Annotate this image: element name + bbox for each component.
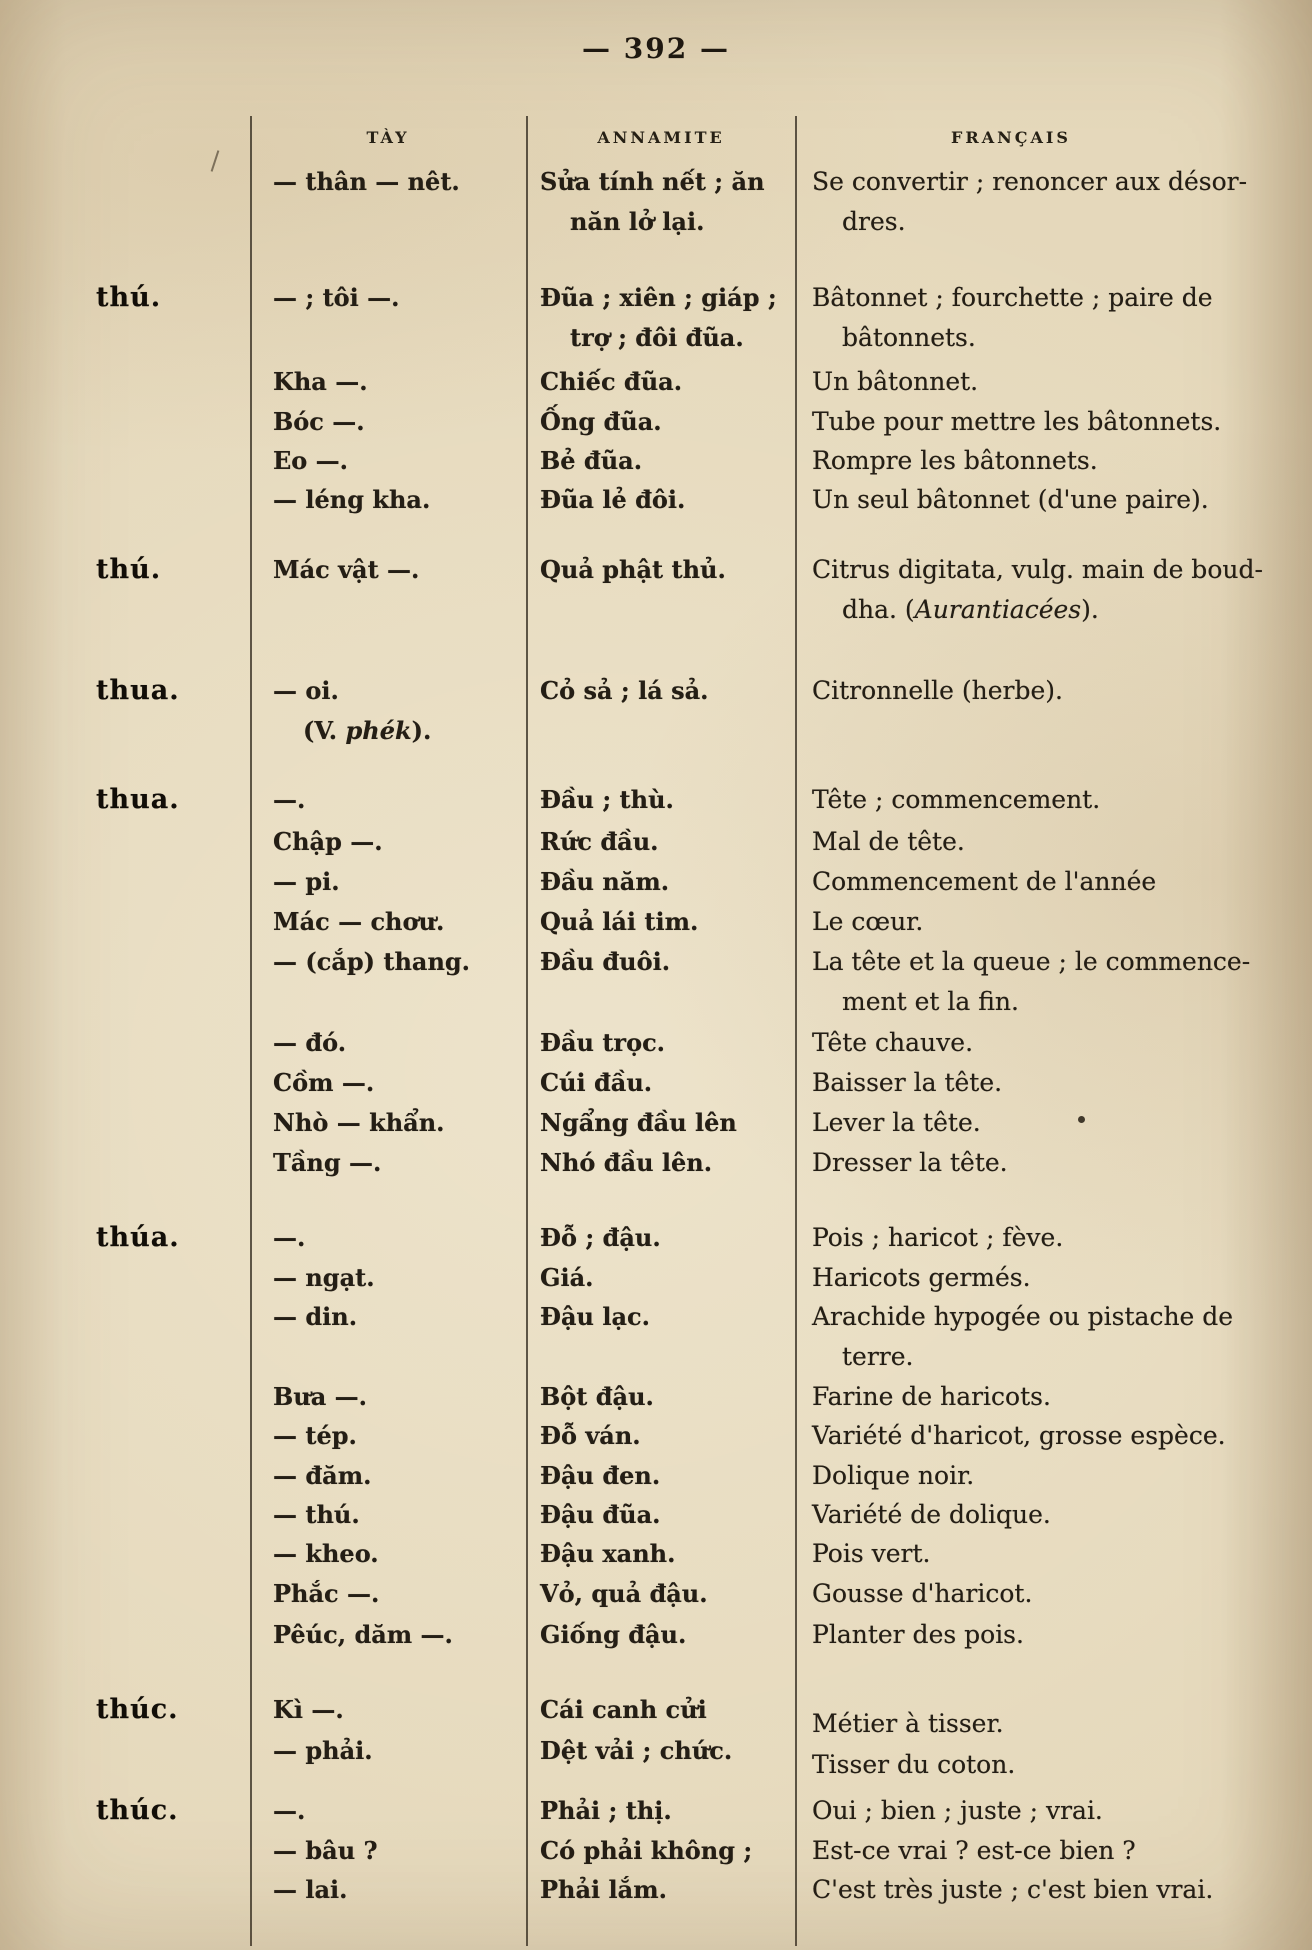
annamite-cell-line: Cỏ sả ; lá sả.: [540, 676, 709, 705]
tay-cell: [273, 278, 400, 318]
annamite-cell-line: Giống đậu.: [540, 1620, 687, 1649]
annamite-cell: [540, 671, 709, 711]
annamite-cell-line: Sửa tính nết ; ăn: [540, 167, 765, 196]
annamite-cell-line: Đũa lẻ đôi.: [540, 485, 686, 514]
annamite-cell-line: Có phải không ;: [540, 1836, 753, 1865]
francais-cell: [812, 441, 1098, 481]
tay-cell-line: —.: [273, 785, 306, 814]
francais-cell: [812, 862, 1156, 902]
tay-cell: [273, 1456, 371, 1496]
francais-cell-line: Arachide hypogée ou pistache de: [812, 1302, 1234, 1331]
francais-cell-line: La tête et la queue ; le commence-: [812, 947, 1251, 976]
tay-cell: [273, 1495, 360, 1535]
annamite-cell-line: Giá.: [540, 1263, 594, 1292]
francais-cell-line: Citrus digitata, vulg. main de boud-: [812, 555, 1263, 584]
column-header-annamite: ANNAMITE: [597, 128, 725, 147]
francais-cell: [812, 402, 1221, 442]
francais-cell-line: Dresser la tête.: [812, 1148, 1008, 1177]
tay-cell-line: —.: [273, 1796, 306, 1825]
annamite-cell: [540, 362, 682, 402]
francais-cell-line: Mal de tête.: [812, 827, 965, 856]
francais-cell: [812, 1297, 1233, 1377]
tay-cell-line: Kì —.: [273, 1695, 344, 1724]
francais-cell: [812, 780, 1100, 820]
francais-cell: [812, 1023, 973, 1063]
tay-cell-line: Cồm —.: [273, 1068, 375, 1097]
tay-cell: [273, 1103, 445, 1143]
francais-cell: [812, 942, 1250, 1022]
tay-cell-line: (V. phék).: [303, 716, 432, 745]
tay-cell-line: — kheo.: [273, 1539, 379, 1568]
headword: thúc.: [96, 1694, 179, 1725]
francais-cell: [812, 1791, 1103, 1831]
annamite-cell: [540, 162, 765, 242]
annamite-cell: [540, 480, 685, 520]
francais-cell-line: Un bâtonnet.: [812, 367, 979, 396]
tay-cell-line: Tầng —.: [273, 1148, 382, 1177]
tay-cell: [273, 942, 470, 982]
francais-cell: [812, 1416, 1226, 1456]
annamite-cell-line: trợ ; đôi đũa.: [570, 323, 744, 352]
francais-cell-line: Planter des pois.: [812, 1620, 1024, 1649]
francais-cell: [812, 1218, 1063, 1258]
francais-cell-line: Rompre les bâtonnets.: [812, 446, 1098, 475]
francais-cell: [812, 1831, 1136, 1871]
tay-cell-line: Kha —.: [273, 367, 368, 396]
annamite-cell: [540, 1143, 712, 1183]
annamite-cell: [540, 1416, 641, 1456]
tay-cell: [273, 550, 419, 590]
tay-cell-line: — thân — nêt.: [273, 167, 460, 196]
annamite-cell-line: Nhó đầu lên.: [540, 1148, 713, 1177]
tay-cell: [273, 1831, 378, 1871]
headword: thua.: [96, 675, 180, 706]
francais-cell-line: Baisser la tête.: [812, 1068, 1003, 1097]
francais-cell-line: Citronnelle (herbe).: [812, 676, 1064, 705]
annamite-cell-line: Đỗ ; đậu.: [540, 1223, 661, 1252]
francais-cell: [812, 1456, 974, 1496]
tay-cell: [273, 1063, 374, 1103]
tay-cell: [273, 1791, 305, 1831]
francais-cell: [812, 1870, 1213, 1910]
tay-cell-line: — léng kha.: [273, 485, 431, 514]
tay-cell-line: — lai.: [273, 1875, 348, 1904]
francais-cell-line: Tisser du coton.: [812, 1750, 1016, 1779]
francais-cell-line: Tête ; commencement.: [812, 785, 1101, 814]
annamite-cell: [540, 1218, 661, 1258]
annamite-cell-line: Đậu đũa.: [540, 1500, 661, 1529]
annamite-cell-line: năn lở lại.: [570, 207, 705, 236]
annamite-cell-line: Đậu xanh.: [540, 1539, 676, 1568]
francais-cell-line: Commencement de l'année: [812, 867, 1157, 896]
tay-cell: [273, 1377, 367, 1417]
tay-cell-line: Pêúc, dăm —.: [273, 1620, 453, 1649]
column-header-francais: FRANÇAIS: [951, 128, 1071, 147]
annamite-cell-line: Rức đầu.: [540, 827, 659, 856]
annamite-cell: [540, 1831, 752, 1871]
ink-spot: [1078, 1116, 1085, 1123]
headword: thú.: [96, 282, 162, 313]
francais-cell-line: Farine de haricots.: [812, 1382, 1051, 1411]
annamite-cell-line: Đậu lạc.: [540, 1302, 650, 1331]
annamite-cell: [540, 1690, 707, 1730]
annamite-cell-line: Phải lắm.: [540, 1875, 667, 1904]
tay-cell-line: — tép.: [273, 1421, 357, 1450]
francais-cell: [812, 1495, 1051, 1535]
tay-cell: [273, 480, 430, 520]
francais-cell: [812, 1745, 1015, 1785]
annamite-cell: [540, 902, 698, 942]
headword: thúc.: [96, 1795, 179, 1826]
francais-cell-line: Haricots germés.: [812, 1263, 1031, 1292]
annamite-cell: [540, 1495, 660, 1535]
annamite-cell-line: Cúi đầu.: [540, 1068, 653, 1097]
annamite-cell-line: Đậu đen.: [540, 1461, 661, 1490]
tay-cell-line: Mác vật —.: [273, 555, 420, 584]
francais-cell: [812, 278, 1213, 358]
tay-cell-line: — ngạt.: [273, 1263, 375, 1292]
annamite-cell-line: Đầu năm.: [540, 867, 670, 896]
annamite-cell: [540, 1063, 652, 1103]
headword: thú.: [96, 554, 162, 585]
tay-cell: [273, 780, 305, 820]
francais-cell-line: Variété d'haricot, grosse espèce.: [812, 1421, 1226, 1450]
tay-cell: [273, 862, 340, 902]
annamite-cell: [540, 822, 659, 862]
annamite-cell: [540, 402, 662, 442]
francais-cell-line: Lever la tête.: [812, 1108, 981, 1137]
francais-cell-line: Pois ; haricot ; fève.: [812, 1223, 1064, 1252]
francais-cell: [812, 362, 978, 402]
column-rule-left: [250, 116, 252, 1946]
annamite-cell: [540, 550, 726, 590]
annamite-cell: [540, 1574, 708, 1614]
column-rule-right: [795, 116, 797, 1946]
annamite-cell-line: Ống đũa.: [540, 407, 662, 436]
annamite-cell: [540, 441, 642, 481]
tay-cell: [273, 162, 460, 202]
francais-cell: [812, 671, 1063, 711]
annamite-cell-line: Bẻ đũa.: [540, 446, 643, 475]
tay-cell-line: Eo —.: [273, 446, 349, 475]
francais-cell-line: Bâtonnet ; fourchette ; paire de: [812, 283, 1213, 312]
annamite-cell: [540, 1103, 737, 1143]
annamite-cell: [540, 1534, 675, 1574]
francais-cell: [812, 1704, 1004, 1744]
tay-cell-line: — pi.: [273, 867, 340, 896]
tay-cell-line: — đăm.: [273, 1461, 372, 1490]
francais-cell-line: Métier à tisser.: [812, 1709, 1004, 1738]
tay-cell-line: Bưa —.: [273, 1382, 367, 1411]
tay-cell: [273, 1297, 357, 1337]
francais-cell-line: Dolique noir.: [812, 1461, 975, 1490]
tay-cell: [273, 1023, 346, 1063]
tay-cell-line: —.: [273, 1223, 306, 1252]
francais-cell-line: terre.: [842, 1342, 914, 1371]
tay-cell: [273, 671, 431, 751]
tay-cell-line: — đó.: [273, 1028, 347, 1057]
annamite-cell-line: Dệt vải ; chức.: [540, 1736, 733, 1765]
tay-cell: [273, 1574, 379, 1614]
annamite-cell: [540, 1023, 665, 1063]
francais-cell: [812, 1574, 1032, 1614]
francais-cell-line: Tête chauve.: [812, 1028, 974, 1057]
francais-cell-line: bâtonnets.: [842, 323, 976, 352]
francais-cell-line: Oui ; bien ; juste ; vrai.: [812, 1796, 1103, 1825]
francais-cell: [812, 480, 1209, 520]
annamite-cell: [540, 780, 674, 820]
tay-cell-line: — oi.: [273, 676, 339, 705]
tay-cell-line: Nhò — khẩn.: [273, 1108, 445, 1137]
tay-cell: [273, 1870, 348, 1910]
tay-cell: [273, 1143, 381, 1183]
francais-cell-line: Pois vert.: [812, 1539, 931, 1568]
francais-cell: [812, 902, 923, 942]
annamite-cell: [540, 1870, 667, 1910]
tay-cell-line: — din.: [273, 1302, 358, 1331]
francais-cell-line: dha. (Aurantiacées).: [842, 595, 1099, 624]
tay-cell-line: Bóc —.: [273, 407, 365, 436]
francais-cell: [812, 1377, 1051, 1417]
francais-cell-line: ment et la fin.: [842, 987, 1019, 1016]
tay-cell-line: Phắc —.: [273, 1579, 380, 1608]
annamite-cell-line: Đầu ; thù.: [540, 785, 674, 814]
annamite-cell-line: Cái canh cửi: [540, 1695, 707, 1724]
annamite-cell-line: Ngẩng đầu lên: [540, 1108, 737, 1137]
francais-cell: [812, 162, 1247, 242]
headword: thúa.: [96, 1222, 180, 1253]
francais-cell: [812, 1258, 1031, 1298]
annamite-cell-line: Quả phật thủ.: [540, 555, 726, 584]
headword: thua.: [96, 784, 180, 815]
annamite-cell-line: Chiếc đũa.: [540, 367, 683, 396]
annamite-cell-line: Bột đậu.: [540, 1382, 654, 1411]
annamite-cell: [540, 1377, 654, 1417]
francais-cell: [812, 1143, 1008, 1183]
scan-artifact: [211, 150, 220, 172]
francais-cell: [812, 1063, 1002, 1103]
annamite-cell: [540, 1615, 686, 1655]
annamite-cell-line: Quả lái tim.: [540, 907, 699, 936]
tay-cell: [273, 1615, 453, 1655]
column-header-tay: TÀY: [366, 128, 410, 147]
tay-cell: [273, 1218, 305, 1258]
annamite-cell: [540, 278, 777, 358]
francais-cell-line: Se convertir ; renoncer aux désor-: [812, 167, 1248, 196]
tay-cell-line: — thú.: [273, 1500, 360, 1529]
tay-cell: [273, 1690, 344, 1730]
tay-cell-line: Chập —.: [273, 827, 383, 856]
annamite-cell: [540, 942, 670, 982]
annamite-cell-line: Phải ; thị.: [540, 1796, 672, 1825]
francais-cell-line: Variété de dolique.: [812, 1500, 1051, 1529]
tay-cell: [273, 1534, 379, 1574]
francais-cell: [812, 822, 965, 862]
annamite-cell-line: Đũa ; xiên ; giáp ;: [540, 283, 777, 312]
annamite-cell: [540, 1731, 732, 1771]
annamite-cell: [540, 1297, 650, 1337]
annamite-cell-line: Đầu trọc.: [540, 1028, 666, 1057]
annamite-cell-line: Vỏ, quả đậu.: [540, 1579, 708, 1608]
tay-cell-line: — (cắp) thang.: [273, 947, 471, 976]
francais-cell-line: dres.: [842, 207, 906, 236]
annamite-cell: [540, 1456, 660, 1496]
francais-cell-line: Le cœur.: [812, 907, 924, 936]
francais-cell: [812, 1615, 1024, 1655]
page-number: — 392 —: [582, 32, 730, 65]
francais-cell: [812, 1534, 931, 1574]
francais-cell-line: Un seul bâtonnet (d'une paire).: [812, 485, 1209, 514]
tay-cell: [273, 362, 368, 402]
tay-cell: [273, 441, 348, 481]
annamite-cell-line: Đầu đuôi.: [540, 947, 671, 976]
annamite-cell: [540, 1258, 594, 1298]
tay-cell: [273, 402, 365, 442]
francais-cell: [812, 1103, 981, 1143]
column-rule-middle: [526, 116, 528, 1946]
tay-cell: [273, 1731, 373, 1771]
annamite-cell: [540, 1791, 672, 1831]
annamite-cell: [540, 862, 669, 902]
tay-cell: [273, 1258, 375, 1298]
francais-cell: [812, 550, 1263, 630]
francais-cell-line: C'est très juste ; c'est bien vrai.: [812, 1875, 1214, 1904]
francais-cell-line: Gousse d'haricot.: [812, 1579, 1033, 1608]
tay-cell-line: — ; tôi —.: [273, 283, 400, 312]
tay-cell: [273, 902, 444, 942]
tay-cell: [273, 822, 383, 862]
francais-cell-line: Est-ce vrai ? est-ce bien ?: [812, 1836, 1136, 1865]
tay-cell-line: Mác — chơư.: [273, 907, 445, 936]
annamite-cell-line: Đỗ ván.: [540, 1421, 641, 1450]
tay-cell-line: — phải.: [273, 1736, 373, 1765]
tay-cell: [273, 1416, 357, 1456]
tay-cell-line: — bâu ?: [273, 1836, 378, 1865]
francais-cell-line: Tube pour mettre les bâtonnets.: [812, 407, 1222, 436]
